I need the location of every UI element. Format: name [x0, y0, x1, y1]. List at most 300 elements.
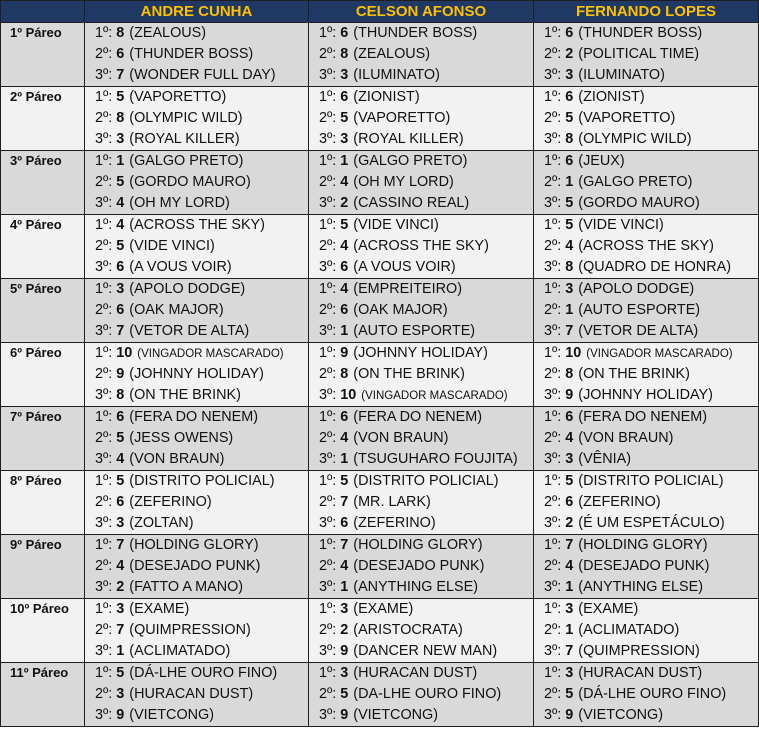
pick-line — [309, 151, 533, 172]
pick-line — [309, 300, 533, 321]
finish-position: 2º: — [319, 237, 337, 254]
finish-position: 3º: — [319, 258, 337, 275]
pick-line — [85, 641, 308, 662]
tipster-picks-cell — [85, 535, 309, 599]
horse-number: 9 — [565, 386, 574, 403]
finish-position: 2º: — [319, 365, 337, 382]
pick-line — [85, 44, 308, 65]
finish-position: 2º: — [95, 429, 113, 446]
finish-position: 1º: — [319, 153, 337, 169]
pick-line — [309, 556, 533, 577]
finish-position: 1º: — [319, 89, 337, 105]
horse-name: (ANYTHING ELSE) — [578, 578, 704, 595]
horse-number: 4 — [116, 557, 125, 574]
horse-name: (ILUMINATO) — [353, 66, 440, 83]
finish-position: 3º: — [319, 642, 337, 659]
finish-position: 1º: — [544, 89, 562, 105]
horse-name: (VIDE VINCI) — [578, 217, 664, 233]
pick-line — [85, 449, 308, 470]
finish-position: 3º: — [95, 578, 113, 595]
horse-number: 7 — [565, 537, 574, 553]
pick-line — [85, 684, 308, 705]
horse-number: 4 — [340, 429, 349, 446]
pick-line — [309, 364, 533, 385]
race-label: 8º Páreo — [1, 471, 85, 535]
horse-name: (ARISTOCRATA) — [353, 621, 463, 638]
finish-position: 2º: — [95, 365, 113, 382]
race-row — [1, 599, 759, 663]
pick-line — [534, 87, 758, 108]
tipster-picks-cell — [534, 215, 759, 279]
horse-name: (ANYTHING ELSE) — [353, 578, 479, 595]
finish-position: 3º: — [544, 450, 562, 467]
finish-position: 2º: — [544, 173, 562, 190]
horse-name: (POLITICAL TIME) — [578, 45, 700, 62]
pick-line — [309, 620, 533, 641]
horse-number: 7 — [116, 621, 125, 638]
pick-line — [534, 641, 758, 662]
finish-position: 1º: — [544, 537, 562, 553]
horse-number: 5 — [565, 109, 574, 126]
horse-number: 2 — [116, 578, 125, 595]
finish-position: 1º: — [544, 409, 562, 425]
finish-position: 2º: — [544, 237, 562, 254]
horse-name: (AUTO ESPORTE) — [353, 322, 476, 339]
horse-number: 6 — [340, 409, 349, 425]
race-label: 1º Páreo — [1, 23, 85, 87]
pick-line — [534, 300, 758, 321]
pick-line — [534, 599, 758, 620]
horse-number: 2 — [340, 621, 349, 638]
horse-name: (ZEALOUS) — [353, 45, 431, 62]
horse-name: (ZEFERINO) — [578, 493, 661, 510]
horse-name: (ACROSS THE SKY) — [129, 217, 265, 233]
finish-position: 1º: — [319, 473, 337, 489]
pick-line — [309, 663, 533, 684]
horse-name: (DA-LHE OURO FINO) — [353, 685, 502, 702]
finish-position: 3º: — [95, 642, 113, 659]
tipster-picks-cell — [534, 343, 759, 407]
horse-name: (GORDO MAURO) — [578, 194, 700, 211]
horse-name: (GORDO MAURO) — [129, 173, 251, 190]
horse-number: 3 — [340, 601, 349, 617]
pick-line — [309, 577, 533, 598]
horse-number: 5 — [565, 217, 574, 233]
finish-position: 3º: — [544, 130, 562, 147]
finish-position: 2º: — [544, 557, 562, 574]
tipster-picks-cell — [85, 471, 309, 535]
race-label: 3º Páreo — [1, 151, 85, 215]
finish-position: 2º: — [544, 429, 562, 446]
race-row — [1, 215, 759, 279]
horse-number: 4 — [116, 450, 125, 467]
horse-number: 6 — [340, 25, 349, 41]
horse-number: 6 — [340, 89, 349, 105]
horse-name: (VON BRAUN) — [353, 429, 449, 446]
horse-name: (GALGO PRETO) — [353, 153, 468, 169]
finish-position: 3º: — [544, 322, 562, 339]
pick-line — [534, 556, 758, 577]
pick-line — [85, 599, 308, 620]
pick-line — [534, 236, 758, 257]
pick-line — [309, 108, 533, 129]
horse-name: (ZIONIST) — [353, 89, 420, 105]
horse-name: (DESEJADO PUNK) — [578, 557, 710, 574]
horse-number: 8 — [116, 386, 125, 403]
pick-line — [85, 257, 308, 278]
finish-position: 2º: — [319, 173, 337, 190]
finish-position: 3º: — [319, 130, 337, 147]
pick-line — [85, 193, 308, 214]
horse-name: (FERA DO NENEM) — [353, 409, 483, 425]
horse-number: 7 — [565, 322, 574, 339]
finish-position: 1º: — [95, 665, 113, 681]
horse-number: 4 — [340, 237, 349, 254]
finish-position: 3º: — [544, 514, 562, 531]
horse-name: (DESEJADO PUNK) — [353, 557, 485, 574]
horse-number: 5 — [565, 194, 574, 211]
pick-line — [85, 215, 308, 236]
horse-number: 3 — [116, 281, 125, 297]
horse-name: (VAPORETTO) — [129, 89, 227, 105]
horse-number: 2 — [565, 45, 574, 62]
race-row — [1, 151, 759, 215]
horse-name: (DANCER NEW MAN) — [353, 642, 498, 659]
horse-name: (ACROSS THE SKY) — [578, 237, 714, 254]
pick-line — [85, 108, 308, 129]
pick-line — [309, 492, 533, 513]
race-row — [1, 279, 759, 343]
horse-number: 6 — [565, 493, 574, 510]
pick-line — [309, 705, 533, 726]
horse-number: 1 — [340, 153, 349, 169]
pick-line — [309, 599, 533, 620]
finish-position: 1º: — [319, 281, 337, 297]
horse-name: (VINGADOR MASCARADO) — [361, 389, 508, 402]
horse-name: (VETOR DE ALTA) — [129, 322, 250, 339]
finish-position: 3º: — [95, 514, 113, 531]
tipster-picks-cell — [534, 663, 759, 727]
finish-position: 1º: — [319, 345, 337, 361]
finish-position: 3º: — [544, 258, 562, 275]
horse-name: (ZEALOUS) — [129, 25, 207, 41]
pick-line — [534, 364, 758, 385]
finish-position: 2º: — [544, 493, 562, 510]
pick-line — [309, 257, 533, 278]
horse-name: (EXAME) — [578, 601, 639, 617]
horse-name: (ZIONIST) — [578, 89, 645, 105]
pick-line — [309, 407, 533, 428]
finish-position: 1º: — [544, 281, 562, 297]
finish-position: 2º: — [319, 621, 337, 638]
horse-number: 6 — [565, 89, 574, 105]
pick-line — [85, 343, 308, 364]
horse-number: 7 — [116, 66, 125, 83]
tipster-picks-cell — [534, 87, 759, 151]
tipster-picks-cell — [85, 343, 309, 407]
horse-number: 1 — [116, 642, 125, 659]
horse-number: 8 — [565, 130, 574, 147]
horse-number: 7 — [340, 537, 349, 553]
finish-position: 1º: — [95, 281, 113, 297]
horse-number: 9 — [116, 365, 125, 382]
tipster-picks-cell — [85, 87, 309, 151]
race-rows — [1, 23, 759, 727]
race-row — [1, 535, 759, 599]
horse-number: 6 — [116, 493, 125, 510]
race-label: 6º Páreo — [1, 343, 85, 407]
pick-line — [85, 471, 308, 492]
pick-line — [534, 513, 758, 534]
pick-line — [309, 23, 533, 44]
horse-number: 10 — [340, 386, 357, 403]
horse-number: 6 — [565, 409, 574, 425]
horse-name: (VINGADOR MASCARADO) — [137, 348, 284, 360]
pick-line — [534, 129, 758, 150]
horse-name: (ACROSS THE SKY) — [353, 237, 489, 254]
finish-position: 1º: — [544, 345, 562, 361]
finish-position: 1º: — [95, 473, 113, 489]
horse-number: 9 — [116, 706, 125, 723]
header-fernando-lopes: FERNANDO LOPES — [534, 1, 759, 23]
finish-position: 1º: — [319, 217, 337, 233]
horse-number: 8 — [340, 365, 349, 382]
finish-position: 1º: — [95, 153, 113, 169]
horse-name: (VAPORETTO) — [578, 109, 676, 126]
horse-name: (THUNDER BOSS) — [353, 25, 478, 41]
horse-name: (OH MY LORD) — [129, 194, 230, 211]
horse-name: (CASSINO REAL) — [353, 194, 470, 211]
horse-name: (GALGO PRETO) — [578, 173, 693, 190]
tipster-picks-cell — [85, 23, 309, 87]
finish-position: 2º: — [319, 429, 337, 446]
horse-number: 4 — [340, 281, 349, 297]
horse-number: 6 — [116, 258, 125, 275]
horse-name: (É UM ESPETÁCULO) — [578, 514, 725, 531]
horse-number: 7 — [116, 322, 125, 339]
horse-name: (JESS OWENS) — [129, 429, 234, 446]
horse-name: (VIETCONG) — [129, 706, 215, 723]
finish-position: 3º: — [95, 706, 113, 723]
pick-line — [534, 343, 758, 364]
pick-line — [309, 449, 533, 470]
tipster-picks-cell — [85, 215, 309, 279]
horse-number: 5 — [116, 173, 125, 190]
race-row — [1, 23, 759, 87]
horse-number: 3 — [116, 601, 125, 617]
horse-number: 8 — [565, 365, 574, 382]
horse-number: 5 — [565, 685, 574, 702]
pick-line — [309, 321, 533, 342]
finish-position: 3º: — [95, 194, 113, 211]
pick-line — [85, 172, 308, 193]
finish-position: 1º: — [95, 537, 113, 553]
finish-position: 1º: — [95, 345, 113, 361]
horse-name: (DISTRITO POLICIAL) — [353, 473, 499, 489]
finish-position: 1º: — [544, 665, 562, 681]
horse-number: 5 — [340, 109, 349, 126]
horse-name: (ON THE BRINK) — [578, 365, 690, 382]
horse-name: (DÁ-LHE OURO FINO) — [129, 665, 278, 681]
finish-position: 1º: — [319, 601, 337, 617]
tipster-picks-cell — [85, 663, 309, 727]
finish-position: 1º: — [319, 665, 337, 681]
horse-number: 3 — [340, 130, 349, 147]
horse-name: (AUTO ESPORTE) — [578, 301, 701, 318]
horse-number: 5 — [116, 89, 125, 105]
horse-number: 2 — [565, 514, 574, 531]
horse-number: 4 — [116, 194, 125, 211]
horse-number: 10 — [565, 345, 582, 361]
horse-number: 6 — [116, 301, 125, 318]
horse-number: 5 — [565, 473, 574, 489]
horse-number: 4 — [340, 557, 349, 574]
horse-number: 8 — [340, 45, 349, 62]
horse-name: (DÁ-LHE OURO FINO) — [578, 685, 727, 702]
finish-position: 1º: — [544, 153, 562, 169]
horse-name: (VETOR DE ALTA) — [578, 322, 699, 339]
tipster-picks-cell — [309, 279, 534, 343]
horse-name: (JOHNNY HOLIDAY) — [578, 386, 713, 403]
horse-number: 3 — [116, 130, 125, 147]
finish-position: 2º: — [544, 685, 562, 702]
horse-name: (A VOUS VOIR) — [129, 258, 232, 275]
horse-number: 6 — [340, 514, 349, 531]
pick-line — [309, 236, 533, 257]
horse-name: (APOLO DODGE) — [129, 281, 246, 297]
tipster-picks-cell — [309, 663, 534, 727]
finish-position: 3º: — [544, 578, 562, 595]
horse-name: (HOLDING GLORY) — [129, 537, 259, 553]
finish-position: 2º: — [319, 685, 337, 702]
pick-line — [85, 492, 308, 513]
tipster-picks-cell — [309, 599, 534, 663]
tipster-picks-cell — [309, 23, 534, 87]
pick-line — [309, 343, 533, 364]
horse-name: (ROYAL KILLER) — [129, 130, 240, 147]
pick-line — [85, 129, 308, 150]
horse-name: (VIDE VINCI) — [129, 237, 215, 254]
header-celson-afonso: CELSON AFONSO — [309, 1, 534, 23]
finish-position: 3º: — [544, 66, 562, 83]
pick-line — [85, 620, 308, 641]
horse-number: 3 — [565, 450, 574, 467]
pick-line — [309, 65, 533, 86]
finish-position: 3º: — [319, 66, 337, 83]
pick-line — [534, 620, 758, 641]
horse-name: (OAK MAJOR) — [129, 301, 224, 318]
pick-line — [309, 428, 533, 449]
horse-number: 7 — [116, 537, 125, 553]
race-row — [1, 407, 759, 471]
pick-line — [85, 705, 308, 726]
horse-number: 1 — [116, 153, 125, 169]
finish-position: 1º: — [544, 217, 562, 233]
horse-name: (APOLO DODGE) — [578, 281, 695, 297]
finish-position: 2º: — [95, 109, 113, 126]
horse-number: 5 — [116, 429, 125, 446]
header-corner — [1, 1, 85, 23]
horse-name: (WONDER FULL DAY) — [129, 66, 276, 83]
horse-name: (ILUMINATO) — [578, 66, 665, 83]
pick-line — [85, 65, 308, 86]
horse-number: 4 — [340, 173, 349, 190]
horse-name: (ON THE BRINK) — [129, 386, 241, 403]
finish-position: 2º: — [544, 365, 562, 382]
horse-number: 1 — [565, 578, 574, 595]
tipster-picks-cell — [309, 87, 534, 151]
finish-position: 2º: — [544, 621, 562, 638]
horse-name: (JOHNNY HOLIDAY) — [353, 345, 488, 361]
pick-line — [85, 23, 308, 44]
pick-line — [534, 257, 758, 278]
finish-position: 3º: — [95, 386, 113, 403]
finish-position: 1º: — [544, 473, 562, 489]
horse-name: (OAK MAJOR) — [353, 301, 448, 318]
finish-position: 2º: — [319, 557, 337, 574]
tipster-picks-cell — [309, 151, 534, 215]
horse-number: 8 — [565, 258, 574, 275]
pick-line — [85, 151, 308, 172]
horse-number: 9 — [340, 642, 349, 659]
race-label: 4º Páreo — [1, 215, 85, 279]
tipster-picks-cell — [309, 471, 534, 535]
pick-line — [85, 385, 308, 406]
race-label: 5º Páreo — [1, 279, 85, 343]
horse-name: (OH MY LORD) — [353, 173, 454, 190]
horse-number: 6 — [565, 153, 574, 169]
pick-line — [309, 279, 533, 300]
pick-line — [85, 407, 308, 428]
pick-line — [85, 300, 308, 321]
horse-name: (HURACAN DUST) — [129, 685, 254, 702]
horse-number: 10 — [116, 345, 133, 361]
horse-name: (ACLIMATADO) — [129, 642, 231, 659]
horse-number: 5 — [116, 473, 125, 489]
pick-line — [309, 172, 533, 193]
horse-number: 1 — [340, 578, 349, 595]
horse-number: 4 — [565, 237, 574, 254]
race-label: 11º Páreo — [1, 663, 85, 727]
pick-line — [534, 471, 758, 492]
pick-line — [85, 556, 308, 577]
tipster-picks-cell — [85, 599, 309, 663]
finish-position: 2º: — [95, 173, 113, 190]
pick-line — [85, 577, 308, 598]
horse-number: 8 — [116, 25, 125, 41]
pick-line — [85, 364, 308, 385]
horse-number: 3 — [565, 601, 574, 617]
horse-number: 3 — [565, 66, 574, 83]
race-label: 2º Páreo — [1, 87, 85, 151]
finish-position: 3º: — [319, 706, 337, 723]
finish-position: 2º: — [95, 621, 113, 638]
pick-line — [309, 684, 533, 705]
pick-line — [534, 44, 758, 65]
race-row — [1, 471, 759, 535]
horse-name: (A VOUS VOIR) — [353, 258, 456, 275]
horse-number: 6 — [340, 301, 349, 318]
finish-position: 3º: — [95, 450, 113, 467]
horse-name: (EXAME) — [353, 601, 414, 617]
tipster-picks-cell — [534, 279, 759, 343]
horse-number: 5 — [340, 473, 349, 489]
horse-number: 3 — [565, 665, 574, 681]
horse-name: (GALGO PRETO) — [129, 153, 244, 169]
pick-line — [309, 87, 533, 108]
horse-name: (OLYMPIC WILD) — [578, 130, 692, 147]
pick-line — [534, 385, 758, 406]
